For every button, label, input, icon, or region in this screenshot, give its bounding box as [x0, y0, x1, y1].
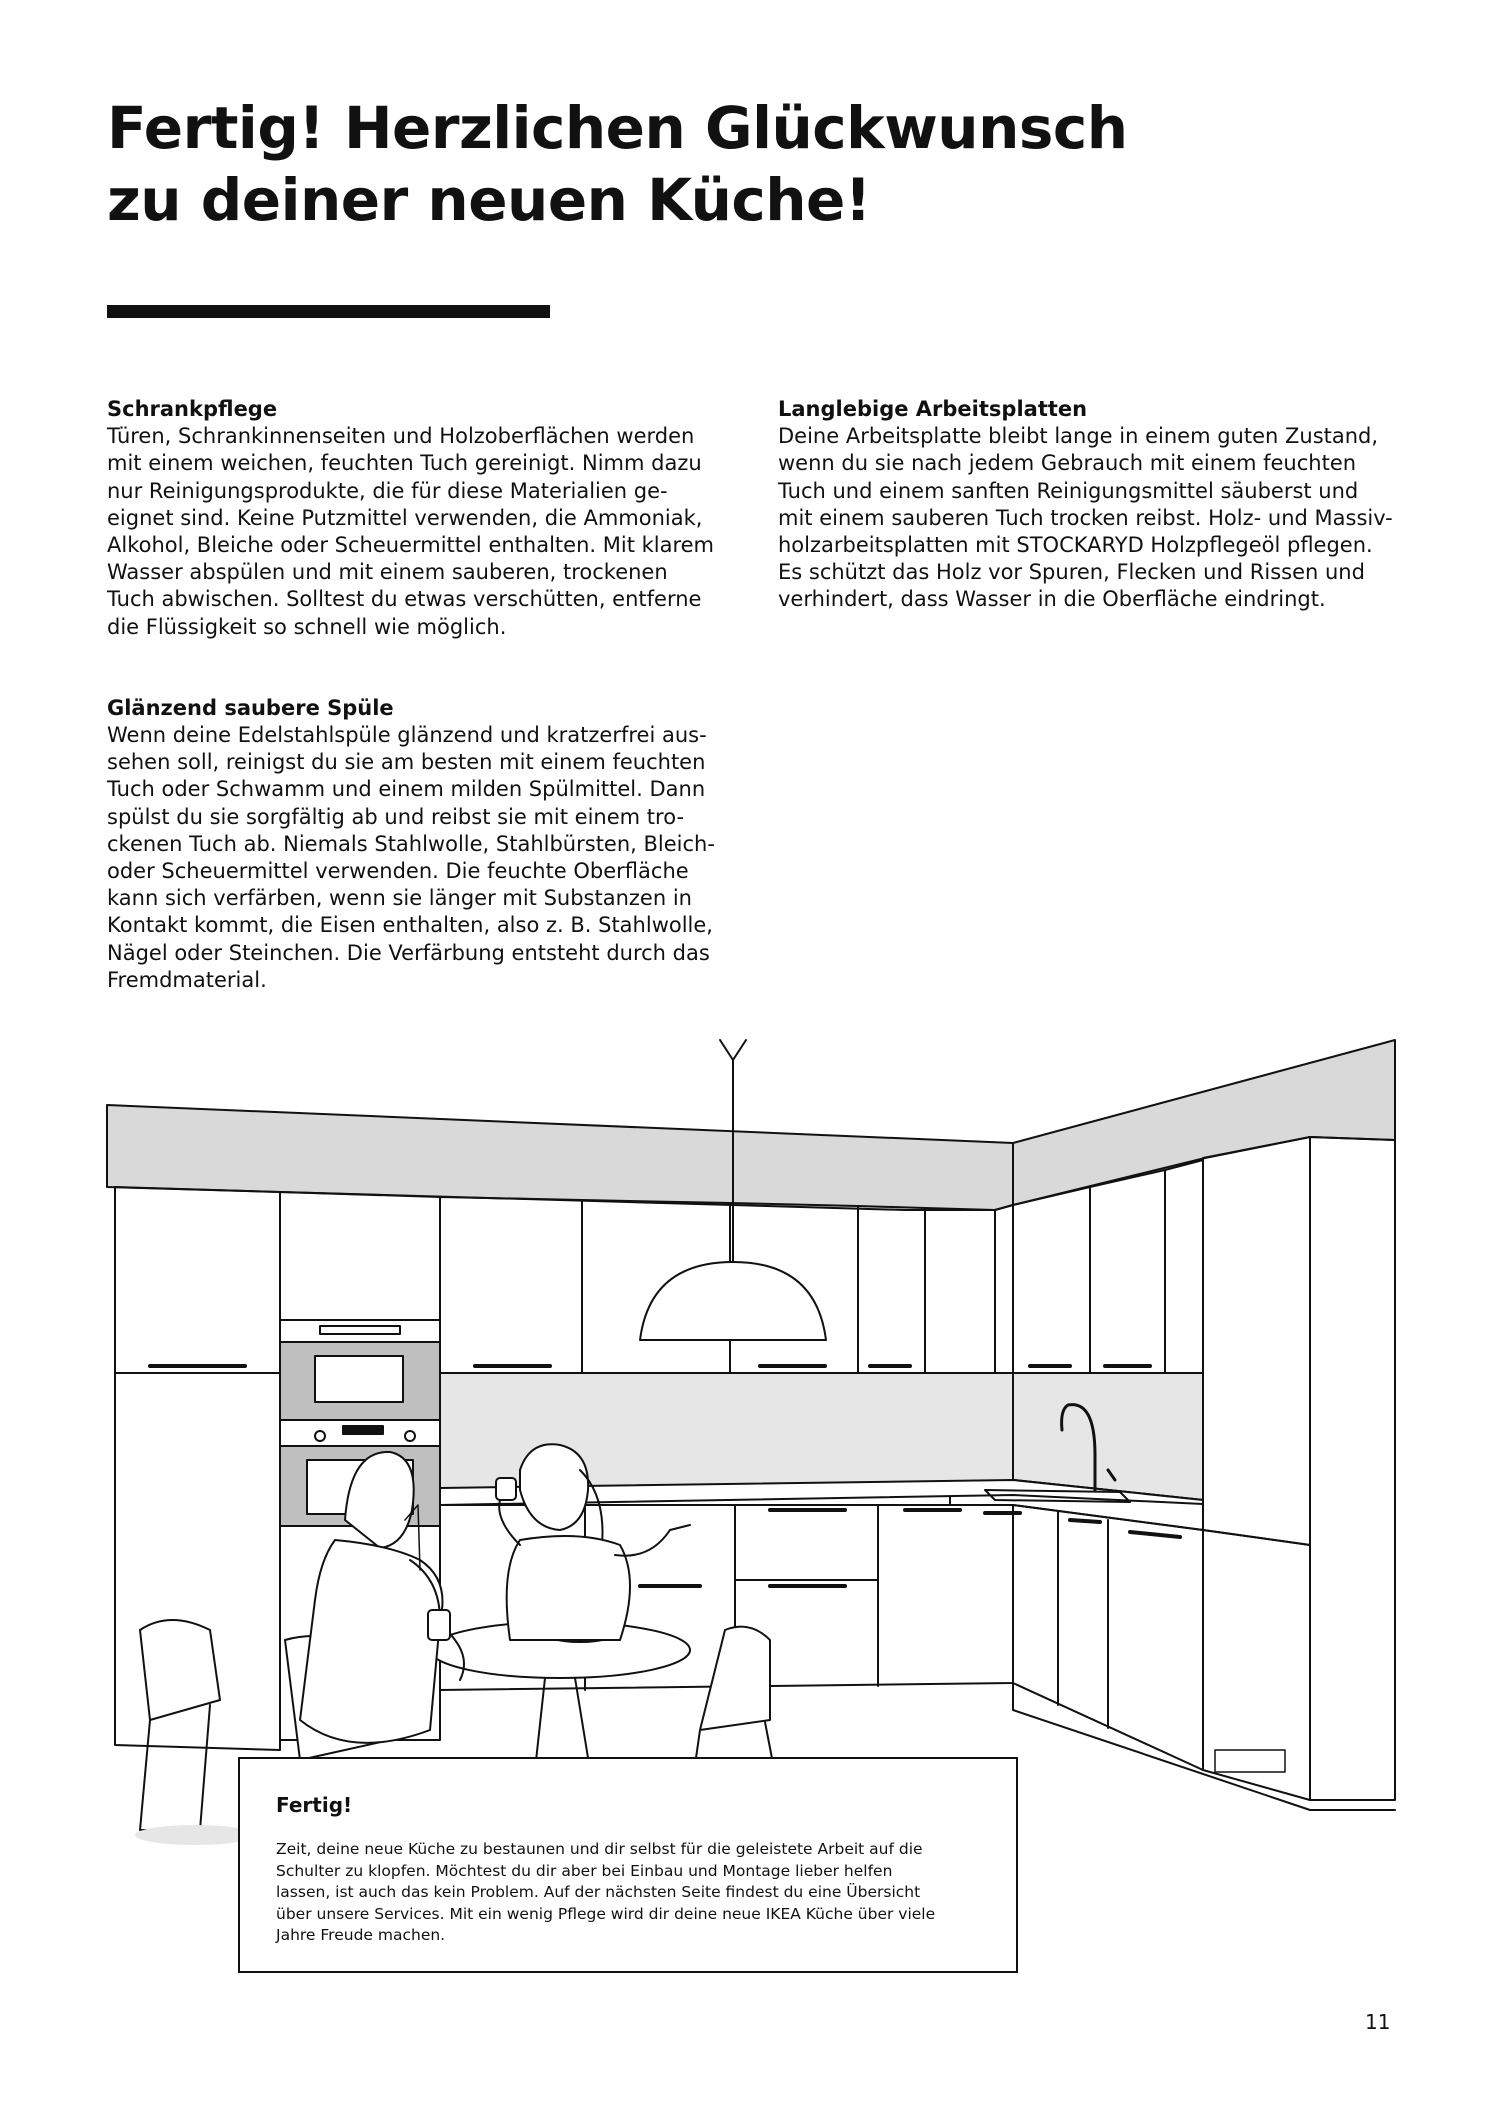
section-body-arbeitsplatten: [778, 423, 1418, 613]
lamp-hook: [720, 1040, 746, 1060]
right-column: [778, 396, 1418, 614]
body-line: Kontakt kommt, die Eisen enthalten, also z. B. Stahlwolle,: [107, 913, 713, 938]
body-line: nur Reinigungsprodukte, die für diese Materialien ge-: [107, 478, 668, 503]
section-heading-spuele: Glänzend saubere Spüle: [107, 695, 394, 720]
body-line: die Flüssigkeit so schnell wie möglich.: [107, 614, 507, 639]
body-line: mit einem weichen, feuchten Tuch gereinigt. Nimm dazu: [107, 451, 702, 476]
body-line: Wasser abspülen und mit einem sauberen, trockenen: [107, 560, 668, 585]
body-line: ckenen Tuch ab. Niemals Stahlwolle, Stahlbürsten, Bleich-: [107, 831, 715, 856]
tall-cabinet-right-side: [1310, 1137, 1395, 1800]
body-line: kann sich verfärben, wenn sie länger mit Substanzen in: [107, 886, 692, 911]
body-line: Es schützt das Holz vor Spuren, Flecken und Rissen und: [778, 560, 1365, 585]
section-spacer: [107, 641, 747, 695]
callout-line: über unsere Services. Mit ein wenig Pflege wird dir deine neue IKEA Küche über viele: [276, 1904, 936, 1923]
body-line: verhindert, dass Wasser in die Oberfläche eindringt.: [778, 587, 1326, 612]
callout-body: [276, 1839, 982, 1947]
body-line: Deine Arbeitsplatte bleibt lange in einem guten Zustand,: [778, 424, 1379, 449]
ceiling-left: [107, 1105, 1013, 1210]
body-line: spülst du sie sorgfältig ab und reibst sie mit einem tro-: [107, 804, 685, 829]
body-line: eignet sind. Keine Putzmittel verwenden, die Ammoniak,: [107, 505, 703, 530]
callout-line: lassen, ist auch das kein Problem. Auf der nächsten Seite findest du eine Übersicht: [276, 1883, 921, 1901]
body-line: Türen, Schrankinnenseiten und Holzoberflächen werden: [107, 424, 695, 449]
body-line: holzarbeitsplatten mit STOCKARYD Holzpflegeöl pflegen.: [778, 533, 1373, 558]
callout-line: Schulter zu klopfen. Möchtest du dir aber bei Einbau und Montage lieber helfen: [276, 1861, 893, 1880]
tall-cabinet-right: [1203, 1137, 1310, 1545]
section-spuele: [107, 695, 747, 994]
section-arbeitsplatten: [778, 396, 1418, 614]
section-body-spuele: [107, 722, 747, 994]
body-line: Tuch und einem sanften Reinigungsmittel säuberst und: [778, 478, 1359, 503]
chair-left: [140, 1620, 250, 1830]
title-underline-rule: [107, 305, 550, 318]
callout-line: Zeit, deine neue Küche zu bestaunen und dir selbst für die geleistete Arbeit auf die: [276, 1840, 923, 1858]
callout-heading: Fertig!: [276, 1793, 353, 1817]
body-line: Tuch abwischen. Solltest du etwas verschütten, entferne: [107, 587, 702, 612]
callout-line: Jahre Freude machen.: [276, 1926, 446, 1944]
section-body-schrankpflege: [107, 423, 747, 641]
callout-box: [238, 1757, 1018, 1973]
body-line: wenn du sie nach jedem Gebrauch mit einem feuchten: [778, 451, 1357, 476]
body-line: mit einem sauberen Tuch trocken reibst. Holz- und Massiv-: [778, 505, 1393, 530]
body-line: Nägel oder Steinchen. Die Verfärbung entsteht durch das: [107, 940, 710, 965]
page-number: 11: [1365, 2010, 1391, 2034]
page-title-line-2: zu deiner neuen Küche!: [107, 166, 871, 234]
body-line: Wenn deine Edelstahlspüle glänzend und kratzerfrei aus-: [107, 723, 707, 748]
body-line: oder Scheuermittel verwenden. Die feuchte Oberfläche: [107, 859, 689, 884]
pendant-lamp: [640, 1262, 826, 1340]
page-title-line-1: Fertig! Herzlichen Glückwunsch: [107, 94, 1128, 162]
body-line: sehen soll, reinigst du sie am besten mit einem feuchten: [107, 750, 706, 775]
body-line: Fremdmaterial.: [107, 967, 267, 992]
left-column: [107, 396, 747, 994]
section-heading-schrankpflege: Schrankpflege: [107, 397, 278, 421]
upper-cabinets-left: [115, 1187, 995, 1373]
body-line: Alkohol, Bleiche oder Scheuermittel enthalten. Mit klarem: [107, 533, 715, 558]
backsplash-right: [1013, 1373, 1203, 1500]
section-heading-arbeitsplatten: Langlebige Arbeitsplatten: [778, 397, 1088, 421]
section-schrankpflege: [107, 396, 747, 641]
page-title: [107, 92, 1207, 236]
body-line: Tuch oder Schwamm und einem milden Spülmittel. Dann: [107, 777, 706, 802]
